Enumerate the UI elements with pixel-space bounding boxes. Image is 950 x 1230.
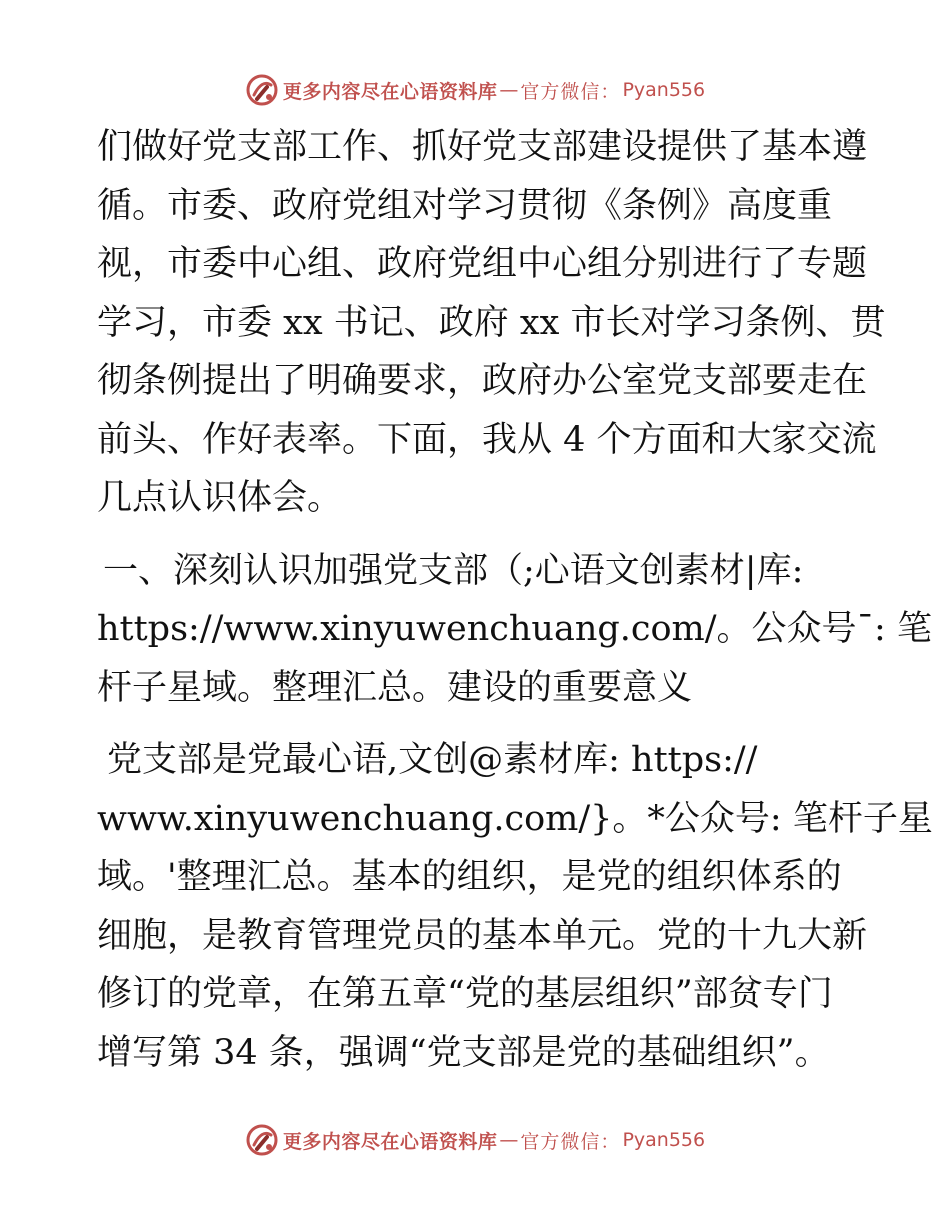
banner-dash: — [499, 1129, 519, 1151]
text-line: 彻条例提出了明确要求，政府办公室党支部要走在 [97, 361, 868, 401]
footer-banner [0, 1120, 950, 1160]
banner-wechat-id: Pyan556 [622, 1129, 706, 1151]
text-line: www.xinyuwenchuang.com/}。*公众号: 笔杆子星 [97, 798, 933, 839]
text-line: 前头、作好表率。下面，我从 4 个方面和大家交流 [97, 419, 877, 460]
banner-text: 更多内容尽在心语资料库 [282, 80, 498, 103]
document-body [97, 118, 933, 1082]
text-line: 杆子星域。整理汇总。建设的重要意义 [97, 667, 693, 708]
banner-official-label: 官方微信： [520, 80, 621, 103]
header-banner [0, 70, 950, 110]
text-line: 学习，市委 xx 书记、政府 xx 市长对学习条例、贯 [97, 302, 886, 343]
text-line: 一、深刻认识加强党支部（;心语文创素材|库: [103, 550, 804, 591]
text-line: 域。'整理汇总。基本的组织，是党的组织体系的 [97, 857, 842, 897]
paragraph-1 [97, 118, 886, 528]
text-line: 党支部是党最心语,文创@素材库: https:// [107, 740, 758, 780]
text-line: 视，市委中心组、政府党组中心组分别进行了专题 [97, 244, 868, 284]
banner-official-label: 官方微信： [520, 1130, 621, 1153]
text-line: 增写第 34 条，强调“党支部是党的基础组织”。 [97, 1032, 830, 1073]
text-line: 修订的党章，在第五章“党的基层组织”部贫专门 [97, 974, 833, 1014]
paragraph-2-heading [97, 542, 932, 718]
text-line: 循。市委、政府党组对学习贯彻《条例》高度重 [97, 185, 833, 226]
text-line: 们做好党支部工作、抓好党支部建设提供了基本遵 [97, 127, 868, 167]
xinyu-logo-icon [245, 1123, 279, 1157]
banner-text: 更多内容尽在心语资料库 [282, 1130, 498, 1153]
xinyu-logo-icon [245, 73, 279, 107]
banner-dash: — [499, 79, 519, 101]
banner-wechat-id: Pyan556 [622, 79, 706, 101]
text-line: 细胞，是教育管理党员的基本单元。党的十九大新 [97, 915, 868, 956]
text-line: 几点认识体会。 [97, 478, 343, 518]
paragraph-3 [97, 731, 933, 1082]
text-line: https://www.xinyuwenchuang.com/。公众号¯: 笔 [97, 609, 932, 649]
